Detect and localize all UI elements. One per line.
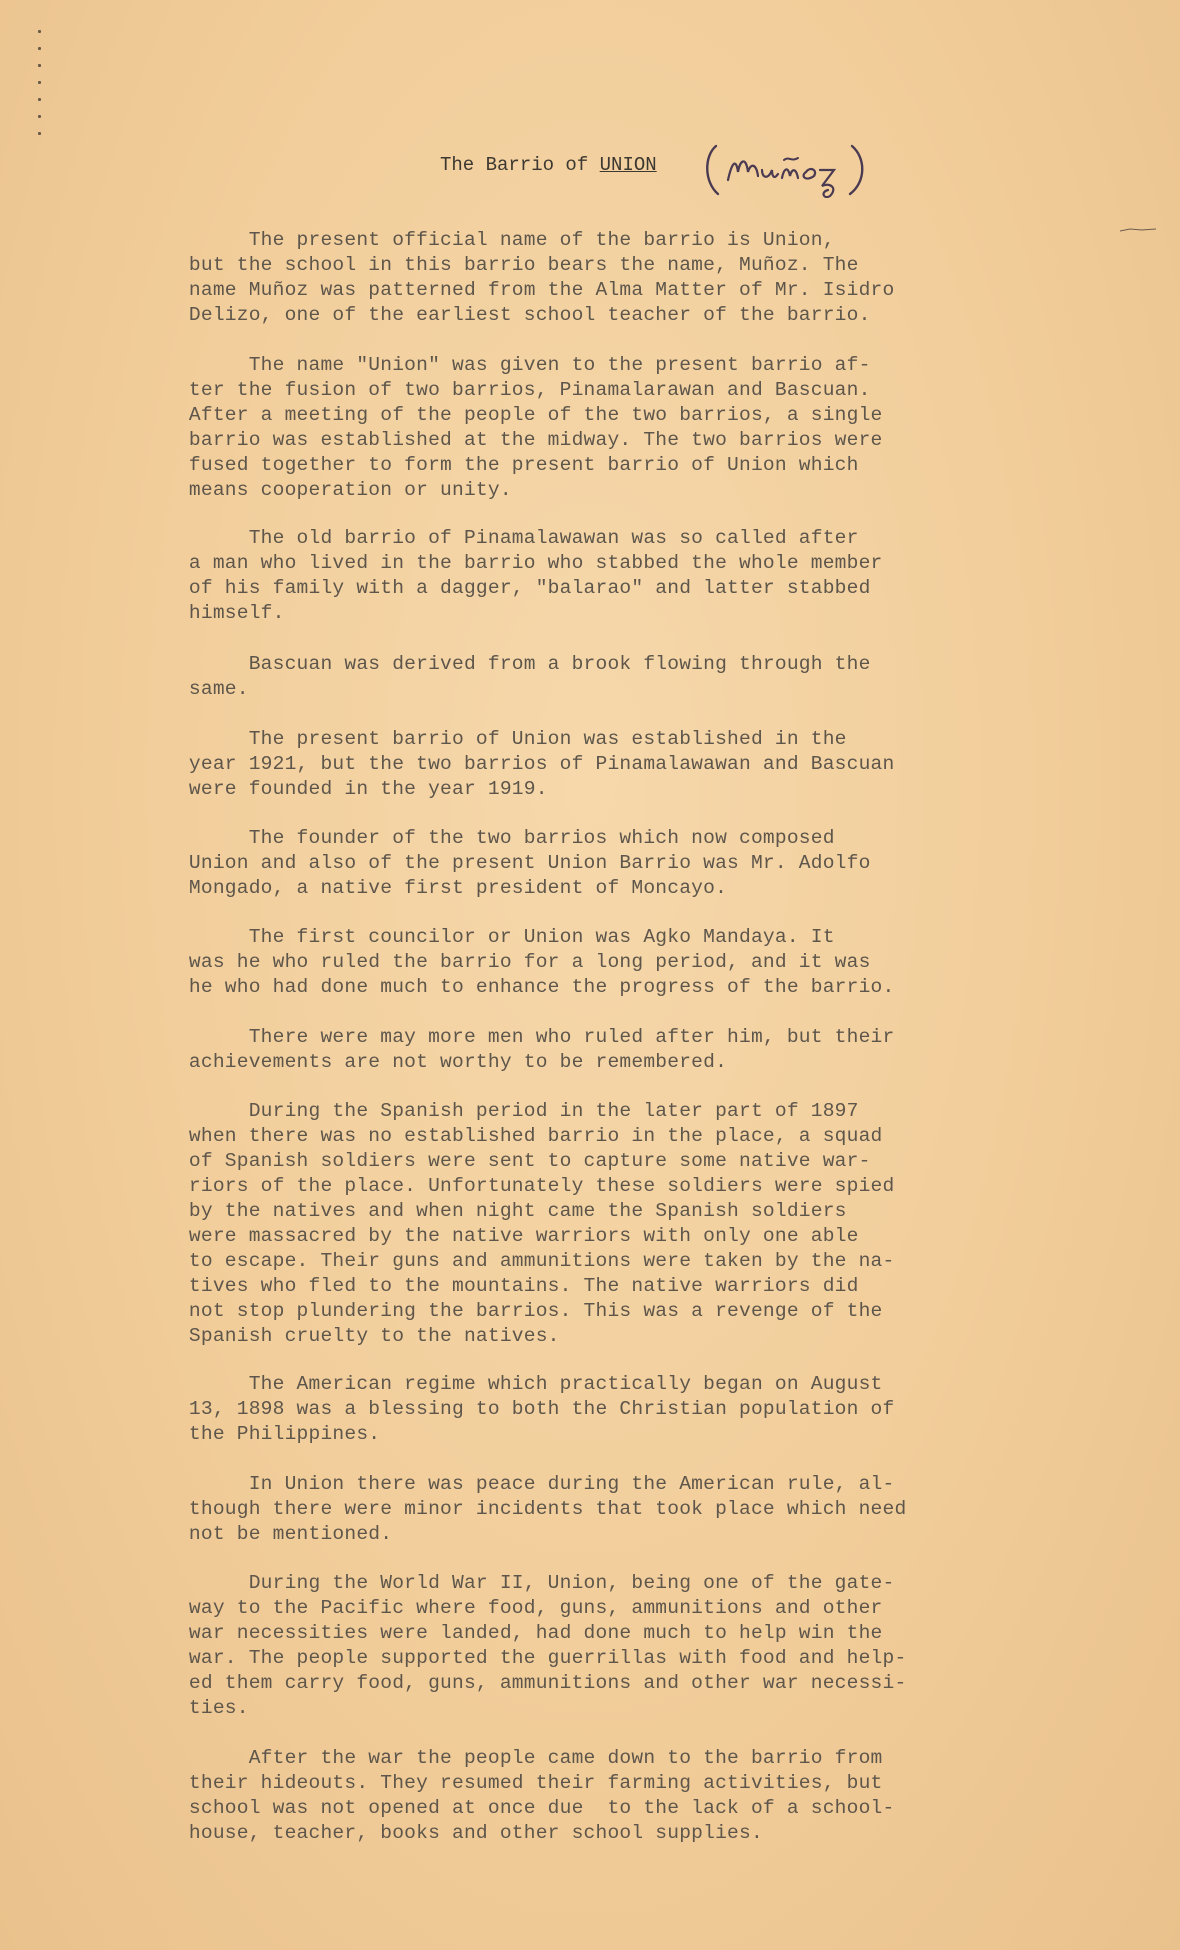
binder-hole xyxy=(38,132,41,135)
handwritten-note-muñoz xyxy=(702,142,872,198)
paragraph-founder: The founder of the two barrios which now composed Union and also of the present Union Barrio was Mr. Adolfo Mongado, a native first president of Moncayo. xyxy=(188,827,871,899)
paragraph-establishment: The present barrio of Union was established in the year 1921, but the two barrios of Pinamalawawan and Bascuan were founded in the year 1919. xyxy=(188,728,895,800)
paragraph-official-name: The present official name of the barrio is Union, but the school in this barrio bears the name, Muñoz. The name Muñoz was patterned from the Alma Matter of Mr. Isidro Delizo, one of the earliest school teacher of the barrio. xyxy=(188,229,895,326)
binder-hole xyxy=(38,47,41,50)
binder-hole xyxy=(38,64,41,67)
title-underlined-word: UNION xyxy=(599,154,657,176)
binder-hole xyxy=(38,115,41,118)
paragraph-later-rulers: There were may more men who ruled after him, but their achievements are not worthy to be remembered. xyxy=(188,1026,895,1073)
title-block xyxy=(440,148,960,208)
page-title xyxy=(440,154,657,176)
paragraph-world-war-ii: During the World War II, Union, being one of the gate- way to the Pacific where food, guns, ammunitions and other war necessities were landed, had done much to help win the war. The people supported the guerrillas with food and help- ed them carry food, guns, ammunitions and other war necessi- ties. xyxy=(188,1572,907,1719)
binder-holes xyxy=(36,30,44,170)
paragraph-peace: In Union there was peace during the American rule, al- though there were minor incidents that took place which need not be mentioned. xyxy=(188,1473,907,1545)
paragraph-pinamalawawan: The old barrio of Pinamalawawan was so called after a man who lived in the barrio who stabbed the whole member of his family with a dagger, "balarao" and latter stabbed himself. xyxy=(188,527,883,624)
paragraph-after-war: After the war the people came down to the barrio from their hideouts. They resumed their farming activities, but school was not opened at once due to the lack of a school- house, teacher, books and other school supplies. xyxy=(188,1747,895,1844)
paragraph-bascuan: Bascuan was derived from a brook flowing through the same. xyxy=(188,653,871,700)
paragraph-american-regime: The American regime which practically began on August 13, 1898 was a blessing to both the Christian population of the Philippines. xyxy=(188,1373,895,1445)
binder-hole xyxy=(38,30,41,33)
paragraph-name-origin: The name "Union" was given to the present barrio af- ter the fusion of two barrios, Pinamalarawan and Bascuan. After a meeting of the people of the two barrios, a single barrio was established at the midway. The two barrios were fused together to form the present barrio of Union which means cooperation or unity. xyxy=(188,354,883,501)
margin-ink-mark xyxy=(1120,228,1156,232)
title-prefix: The Barrio of xyxy=(440,154,600,176)
binder-hole xyxy=(38,81,41,84)
paragraph-spanish-period: During the Spanish period in the later part of 1897 when there was no established barrio in the place, a squad of Spanish soldiers were sent to capture some native war- riors of the place. Unfortunately these soldiers were spied by the natives and when night came the Spanish soldiers were massacred by the native warriors with only one able to escape. Their guns and ammunitions were taken by the na- tives who fled to the mountains. The native warriors did not stop plundering the barrios. This was a revenge of the Spanish cruelty to the natives. xyxy=(188,1100,895,1347)
paragraph-first-councilor: The first councilor or Union was Agko Mandaya. It was he who ruled the barrio for a long period, and it was he who had done much to enhance the progress of the barrio. xyxy=(188,926,895,998)
binder-hole xyxy=(38,98,41,101)
